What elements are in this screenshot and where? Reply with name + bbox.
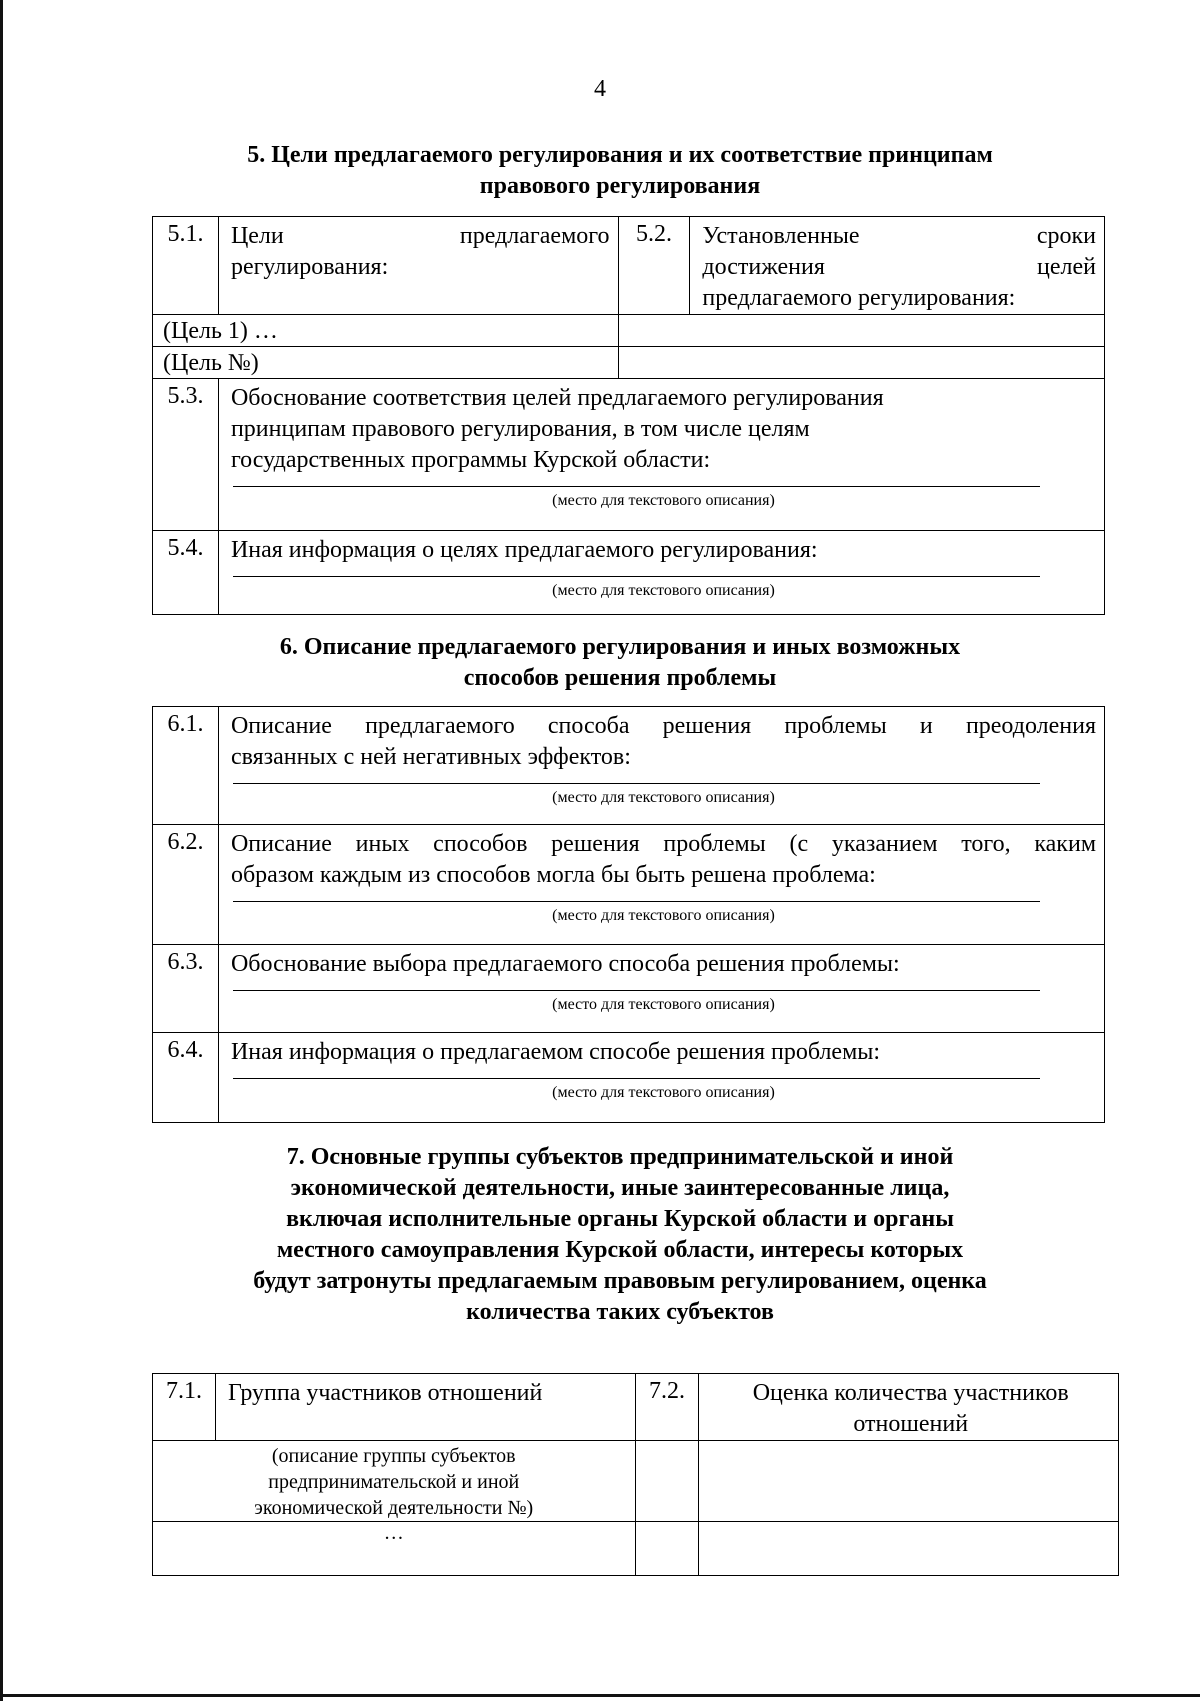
item-number: 5.2. <box>618 217 690 315</box>
item-number: 5.3. <box>153 379 219 531</box>
goals-header-cell <box>218 217 618 315</box>
goal-deadline-cell <box>618 315 1105 347</box>
goal-cell: (Цель №) <box>153 347 619 379</box>
section-6-heading <box>0 632 1200 694</box>
cell-text: образом каждым из способов могла бы быть решена проблема: <box>230 862 876 888</box>
justification-cell <box>218 379 1104 531</box>
group-description-cell <box>153 1441 636 1522</box>
section-6-table <box>152 706 1105 1123</box>
heading-line: 7. Основные группы субъектов предпринимательской и иной <box>286 1144 954 1170</box>
cell-text: Обоснование соответствия целей предлагаемого регулирования <box>230 385 884 411</box>
placeholder-hint: (место для текстового описания) <box>552 996 775 1013</box>
item-number: 6.4. <box>153 1033 219 1123</box>
fill-line <box>233 576 1040 577</box>
table-row <box>153 707 1105 825</box>
heading-line: количества таких субъектов <box>466 1299 774 1325</box>
heading-line: способов решения проблемы <box>463 665 777 691</box>
participants-count-header <box>699 1374 1119 1441</box>
description-cell <box>218 707 1104 825</box>
empty-cell <box>635 1522 699 1576</box>
description-cell <box>218 1033 1104 1123</box>
table-row <box>153 531 1105 615</box>
table-row <box>153 1374 1119 1441</box>
cell-text: Описание иных способов решения проблемы (с указанием того, каким <box>230 831 1096 857</box>
count-cell <box>699 1522 1119 1576</box>
cell-text: предпринимательской и иной <box>268 1471 520 1493</box>
heading-line: будут затронуты предлагаемым правовым регулированием, оценка <box>253 1268 987 1294</box>
section-7-table <box>152 1373 1119 1576</box>
heading-line: 6. Описание предлагаемого регулирования и иных возможных <box>279 634 961 660</box>
empty-cell <box>635 1441 699 1522</box>
table-row <box>153 825 1105 945</box>
goal-deadline-cell <box>618 347 1105 379</box>
fill-line <box>233 901 1040 902</box>
goal-cell: (Цель 1) … <box>153 315 619 347</box>
cell-text: Иная информация о предлагаемом способе решения проблемы: <box>230 1039 881 1065</box>
cell-text: отношений <box>853 1411 969 1437</box>
cell-text: Цели предлагаемого <box>230 223 610 249</box>
cell-text: Иная информация о целях предлагаемого регулирования: <box>230 537 818 563</box>
cell-text: Описание предлагаемого способа решения проблемы и преодоления <box>230 713 1096 739</box>
table-row <box>153 217 1105 315</box>
page-edge-bottom <box>0 1694 1200 1697</box>
item-number: 6.2. <box>153 825 219 945</box>
description-cell <box>218 825 1104 945</box>
item-number: 7.1. <box>153 1374 216 1441</box>
placeholder-hint: (место для текстового описания) <box>552 492 775 509</box>
deadlines-header-cell <box>690 217 1105 315</box>
fill-line <box>233 783 1040 784</box>
description-cell <box>218 945 1104 1033</box>
cell-text: Установленные сроки <box>702 223 1096 249</box>
table-row <box>153 1033 1105 1123</box>
heading-line: включая исполнительные органы Курской области и органы <box>286 1206 954 1232</box>
cell-text: Оценка количества участников <box>752 1380 1069 1406</box>
page-number: 4 <box>594 76 606 102</box>
table-row <box>153 379 1105 531</box>
placeholder-hint: (место для текстового описания) <box>552 1084 775 1101</box>
table-row <box>153 347 1105 379</box>
page-edge-left <box>0 0 3 1701</box>
cell-text: Обоснование выбора предлагаемого способа решения проблемы: <box>230 951 900 977</box>
cell-text: предлагаемого регулирования: <box>702 285 1016 311</box>
section-5-heading <box>0 140 1200 202</box>
cell-text: связанных с ней негативных эффектов: <box>230 744 631 770</box>
table-row <box>153 1522 1119 1576</box>
count-cell <box>699 1441 1119 1522</box>
fill-line <box>233 990 1040 991</box>
table-row <box>153 315 1105 347</box>
placeholder-hint: (место для текстового описания) <box>552 907 775 924</box>
other-info-cell <box>218 531 1104 615</box>
section-7-heading <box>0 1142 1200 1328</box>
item-number: 6.3. <box>153 945 219 1033</box>
participants-group-header <box>215 1374 635 1441</box>
ellipsis-cell: … <box>153 1522 636 1576</box>
fill-line <box>233 486 1040 487</box>
placeholder-hint: (место для текстового описания) <box>552 789 775 806</box>
item-number: 5.1. <box>153 217 219 315</box>
cell-text: регулирования: <box>230 254 389 280</box>
heading-line: экономической деятельности, иные заинтересованные лица, <box>290 1175 950 1201</box>
item-number: 5.4. <box>153 531 219 615</box>
cell-text: Группа участников отношений <box>227 1380 543 1406</box>
cell-text: государственных программы Курской области: <box>230 447 711 473</box>
item-number: 7.2. <box>635 1374 699 1441</box>
cell-text: (описание группы субъектов <box>271 1445 516 1467</box>
table-row <box>153 945 1105 1033</box>
cell-text: экономической деятельности №) <box>254 1497 534 1519</box>
section-5-table <box>152 216 1105 615</box>
placeholder-hint: (место для текстового описания) <box>552 582 775 599</box>
cell-text: достижения целей <box>702 254 1096 280</box>
heading-line: правового регулирования <box>479 173 761 199</box>
item-number: 6.1. <box>153 707 219 825</box>
fill-line <box>233 1078 1040 1079</box>
cell-text: принципам правового регулирования, в том числе целям <box>230 416 810 442</box>
heading-line: 5. Цели предлагаемого регулирования и их соответствие принципам <box>247 142 993 168</box>
heading-line: местного самоуправления Курской области, интересы которых <box>276 1237 964 1263</box>
table-row <box>153 1441 1119 1522</box>
